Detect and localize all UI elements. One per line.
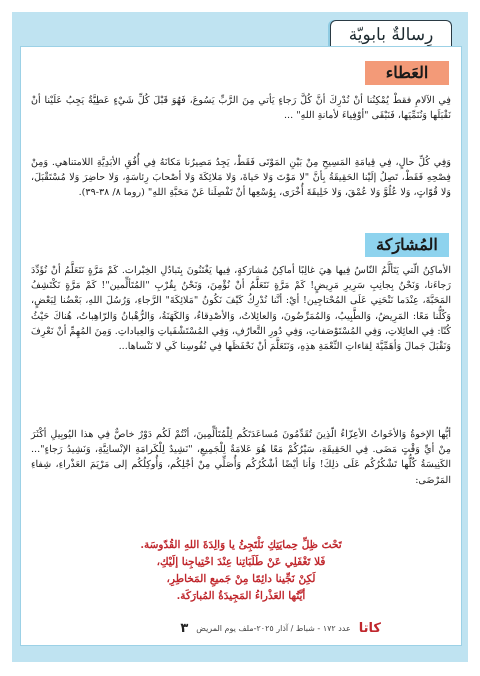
section-heading-giving: العَطاء (365, 61, 449, 85)
page-number: ٣ (180, 620, 189, 636)
page-footer (51, 619, 381, 637)
section-heading-sharing: المُشارَكة (365, 233, 449, 257)
prayer-line: أيَّتُها العَذْراءُ المَجِيدَةُ المُبارَكَة. (176, 590, 306, 602)
page-title: رِسالةٌ بابويّة (330, 20, 452, 49)
prayer-line: تَحْتَ ظِلِّ حِمايَتِكِ نَلْتَجِئُ يا وَالِدَةَ اللهِ القُدّوسَة. (140, 539, 342, 551)
magazine-logo: كاتا (358, 620, 381, 636)
paragraph: أيُّها الإخوةُ وَالأخَواتُ الأعِزّاءُ الّذِينَ تُقَدِّمُونَ مُساعَدَتَكُم لِلْمُتَألِّمِينَ، أنْتُمْ لَكُم دَوْرٌ خاصٌّ فِي هذا اليُوبِيلِ أكْثَرَ مِنْ أيِّ وَقْتٍ مَضَى. فِي الحَقِيقَةِ، سَيْرُكُمْ مَعًا هُوَ عَلامَةٌ لِلْجَمِيعِ، "نَشِيدٌ لِلْكَرامَةِ الإنْسانِيَّةِ، وَنَشِيدُ رَجاءٍ"... الكَنِيسَةُ كُلُّها تَشْكُرُكُم عَلَى ذلِكَ! وَأنا أيْضًا أشْكُرُكُم وَأُصَلِّي مِنْ أجْلِكُم، وَأُوكِلُكُم إلى مَرْيَمَ العَذْراءِ، شِفاءِ المَرْضَى: (31, 429, 451, 486)
article-page (20, 46, 462, 646)
paragraph: فِي الآلامِ فقطْ يُمْكِنُنا أنْ نُدْرِكَ أنَّ كُلَّ رَجاءٍ يَأتي مِنَ الرَّبِّ يَسُوعَ، فَهُوَ قَبْلَ كُلِّ شَيْءٍ عَطِيَّةٌ يَجِبُ عَلَيْنا أنْ نَقْبَلَها وَنُنَمِّيَها، فَنَبْقَى "أوْفِياءَ لأمانةِ اللهِ" ... (31, 95, 451, 122)
prayer-line: فَلا تَغْفَلِي عَنْ طَلَبَاتِنا عِنْدَ احْتِياجِنا إلَيْكِ، (156, 556, 326, 568)
prayer-line: لَكِنْ نَجِّينا دائِمًا مِنْ جَميعِ المَخاطِرِ، (166, 573, 316, 585)
paragraph: وَفِي كُلِّ حالٍ، فِي قِيامَةِ المَسِيحِ مِنْ بَيْنِ المَوْتَى فَقَطْ، يَجِدُ مَصِيرُنا مَكانَهُ فِي أُفُقِ الأبَدِيَّةِ اللامتناهي. وَمِنْ فِصْحِهِ فَقَطْ، تَصِلُ إلَيْنا الحَقِيقَةُ بِأنَّ "لا مَوْتَ وَلا حَياةَ، وَلا مَلائِكَةَ وَلا أصْحابَ رِئاسَةٍ، وَلا حاضِرَ وَلا مُسْتَقْبَلَ، وَلا قُوّاتٍ، وَلا عُلُوَّ وَلا عُمْقَ، وَلا خَلِيقَةَ أُخْرَى، بِوُسْعِها أنْ تَفْصِلَنا عَنْ مَحَبَّةِ اللهِ" (روما ٨/ ٣٨-٣٩). (31, 157, 451, 199)
paragraph: الأماكِنُ الّتي يَتَألَّمُ النّاسُ فِيها هِيَ غالِبًا أماكِنُ مُشارَكةٍ، فِيها يَغْتَنُونَ بِتَبادُلِ الخِبْرات. كَمْ مَرَّةٍ نَتَعَلَّمُ أنْ نُؤَدِّدَ رَجاءَنا، وَنَحْنُ بِجانِبِ سَرِيرِ مَرِيضٍ! كَمْ مَرَّةٍ نَتَعَلَّمُ أنْ نُؤْمِنَ، وَنَحْنُ بِقُرْبِ "المُتَألِّمين"! كَمْ مَرَّةٍ نَكْتَشِفُ المَحَبَّةَ، عِنْدَما نَنْحَنِي عَلَى المُحْتاجِين! أيْ: أنَّنا نُدْرِكُ كَيْفَ نَكُونُ "مَلائِكَةَ" الرَّجاءِ، وَرُسُلَ اللهِ، بَعْضُنا لِبَعْضٍ، وَكُلُّنا مَعًا: المَرِيضُ، وَالطَّبِيبُ، وَالمُمَرِّضُونَ، وَالعائِلاتُ، وَالأصْدِقاءُ، وَالكَهَنَةُ، وَالرُّهْبانُ وَالرّاهِباتُ، هُناكَ حَيْثُ كُنّا: فِي العائِلاتِ، وَفِي المُسْتَوْصَفاتِ، وَفِي دُورِ التَّعارُفِ، وَفِي المُسْتَشْفَياتِ وَالعِياداتِ. وَمِنَ المُهِمِّ أنْ نَعْرِفَ وَنَقْبَلَ جَمالَ وَأهَمِّيَّةَ لِقاءاتِ النِّعْمَةِ هذِهِ، وَنَتَعَلَّمَ أنْ نَحْفَظَها فِي نُفُوسِنا كَي لا نَنْساها... (31, 265, 451, 353)
issue-info: عدد ١٧٢ - شباط / آذار ٢٠٢٥-ملف يوم المريض (196, 623, 351, 633)
prayer-block (81, 537, 401, 605)
